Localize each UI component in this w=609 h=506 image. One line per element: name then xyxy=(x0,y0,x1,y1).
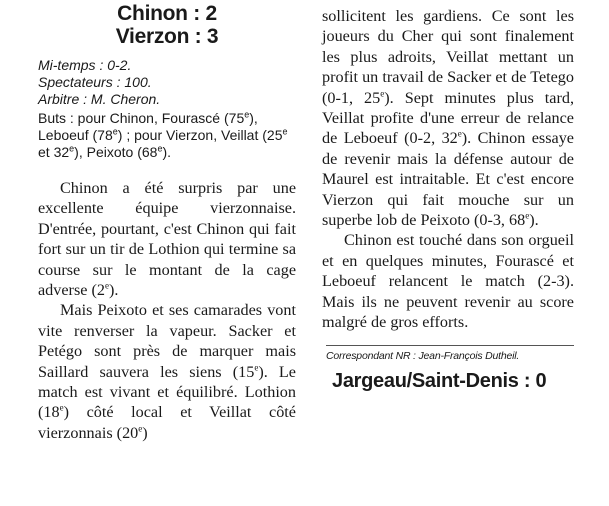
score-home-team: Chinon : 2 xyxy=(117,2,217,25)
halftime-score: Mi-temps : 0-2. xyxy=(38,57,132,73)
article-paragraph: Chinon est touché dans son orgueil et en quelques minutes, Fourascé et Leboeuf relancent le match (2-3). Mais ils ne peuvent revenir au score malgré de gros efforts. xyxy=(322,231,574,332)
match-info-box xyxy=(38,57,296,161)
goal-scorers: Buts : pour Chinon, Fourascé (75e), Leboeuf (78e) ; pour Vierzon, Veillat (25e et 32e), Peixoto (68e). xyxy=(38,109,288,160)
correspondent-credit: Correspondant NR : Jean-François Dutheil. xyxy=(326,349,520,362)
next-match-headline: Jargeau/Saint-Denis : 0 xyxy=(332,369,547,392)
article-paragraph-continued: sollicitent les gardiens. Ce sont les joueurs du Cher qui sont finalement les plus adroits, Veillat mettant un profit un travail de Sacker et de Tetego (0-1, 25e). Sept minutes plus tard, Veillat profite d'une erreur de relance de Leboeuf (0-2, 32e). Chinon essaye de revenir mais la défense autour de Maurel est intraitable. Et c'est encore Vierzon qui fait mouche sur un superbe lob de Peixoto (0-3, 68e). xyxy=(322,7,575,230)
article-body-left xyxy=(38,178,296,443)
score-away-team: Vierzon : 3 xyxy=(115,25,219,48)
right-column xyxy=(322,6,574,393)
article-paragraph: Mais Peixoto et ses camarades vont vite renverser la vapeur. Sacker et Petégo sont près de marquer mais Saillard sauvera les siens (15e). Le match est vivant et équilibré. Lothion (18e) côté local et Veillat côté vierzonnais (20e) xyxy=(38,301,296,442)
divider-rule xyxy=(326,345,574,346)
referee-name: Arbitre : M. Cheron. xyxy=(38,91,161,107)
article-body-right xyxy=(322,6,574,333)
article-paragraph: Chinon a été surpris par une excellente équipe vierzonnaise. D'entrée, pourtant, c'est Chinon qui fait fort sur un tir de Lothion qui termine sa course sur le montant de la cage adverse (2e). xyxy=(38,179,296,300)
left-column xyxy=(38,0,296,443)
spectator-count: Spectateurs : 100. xyxy=(38,74,152,90)
